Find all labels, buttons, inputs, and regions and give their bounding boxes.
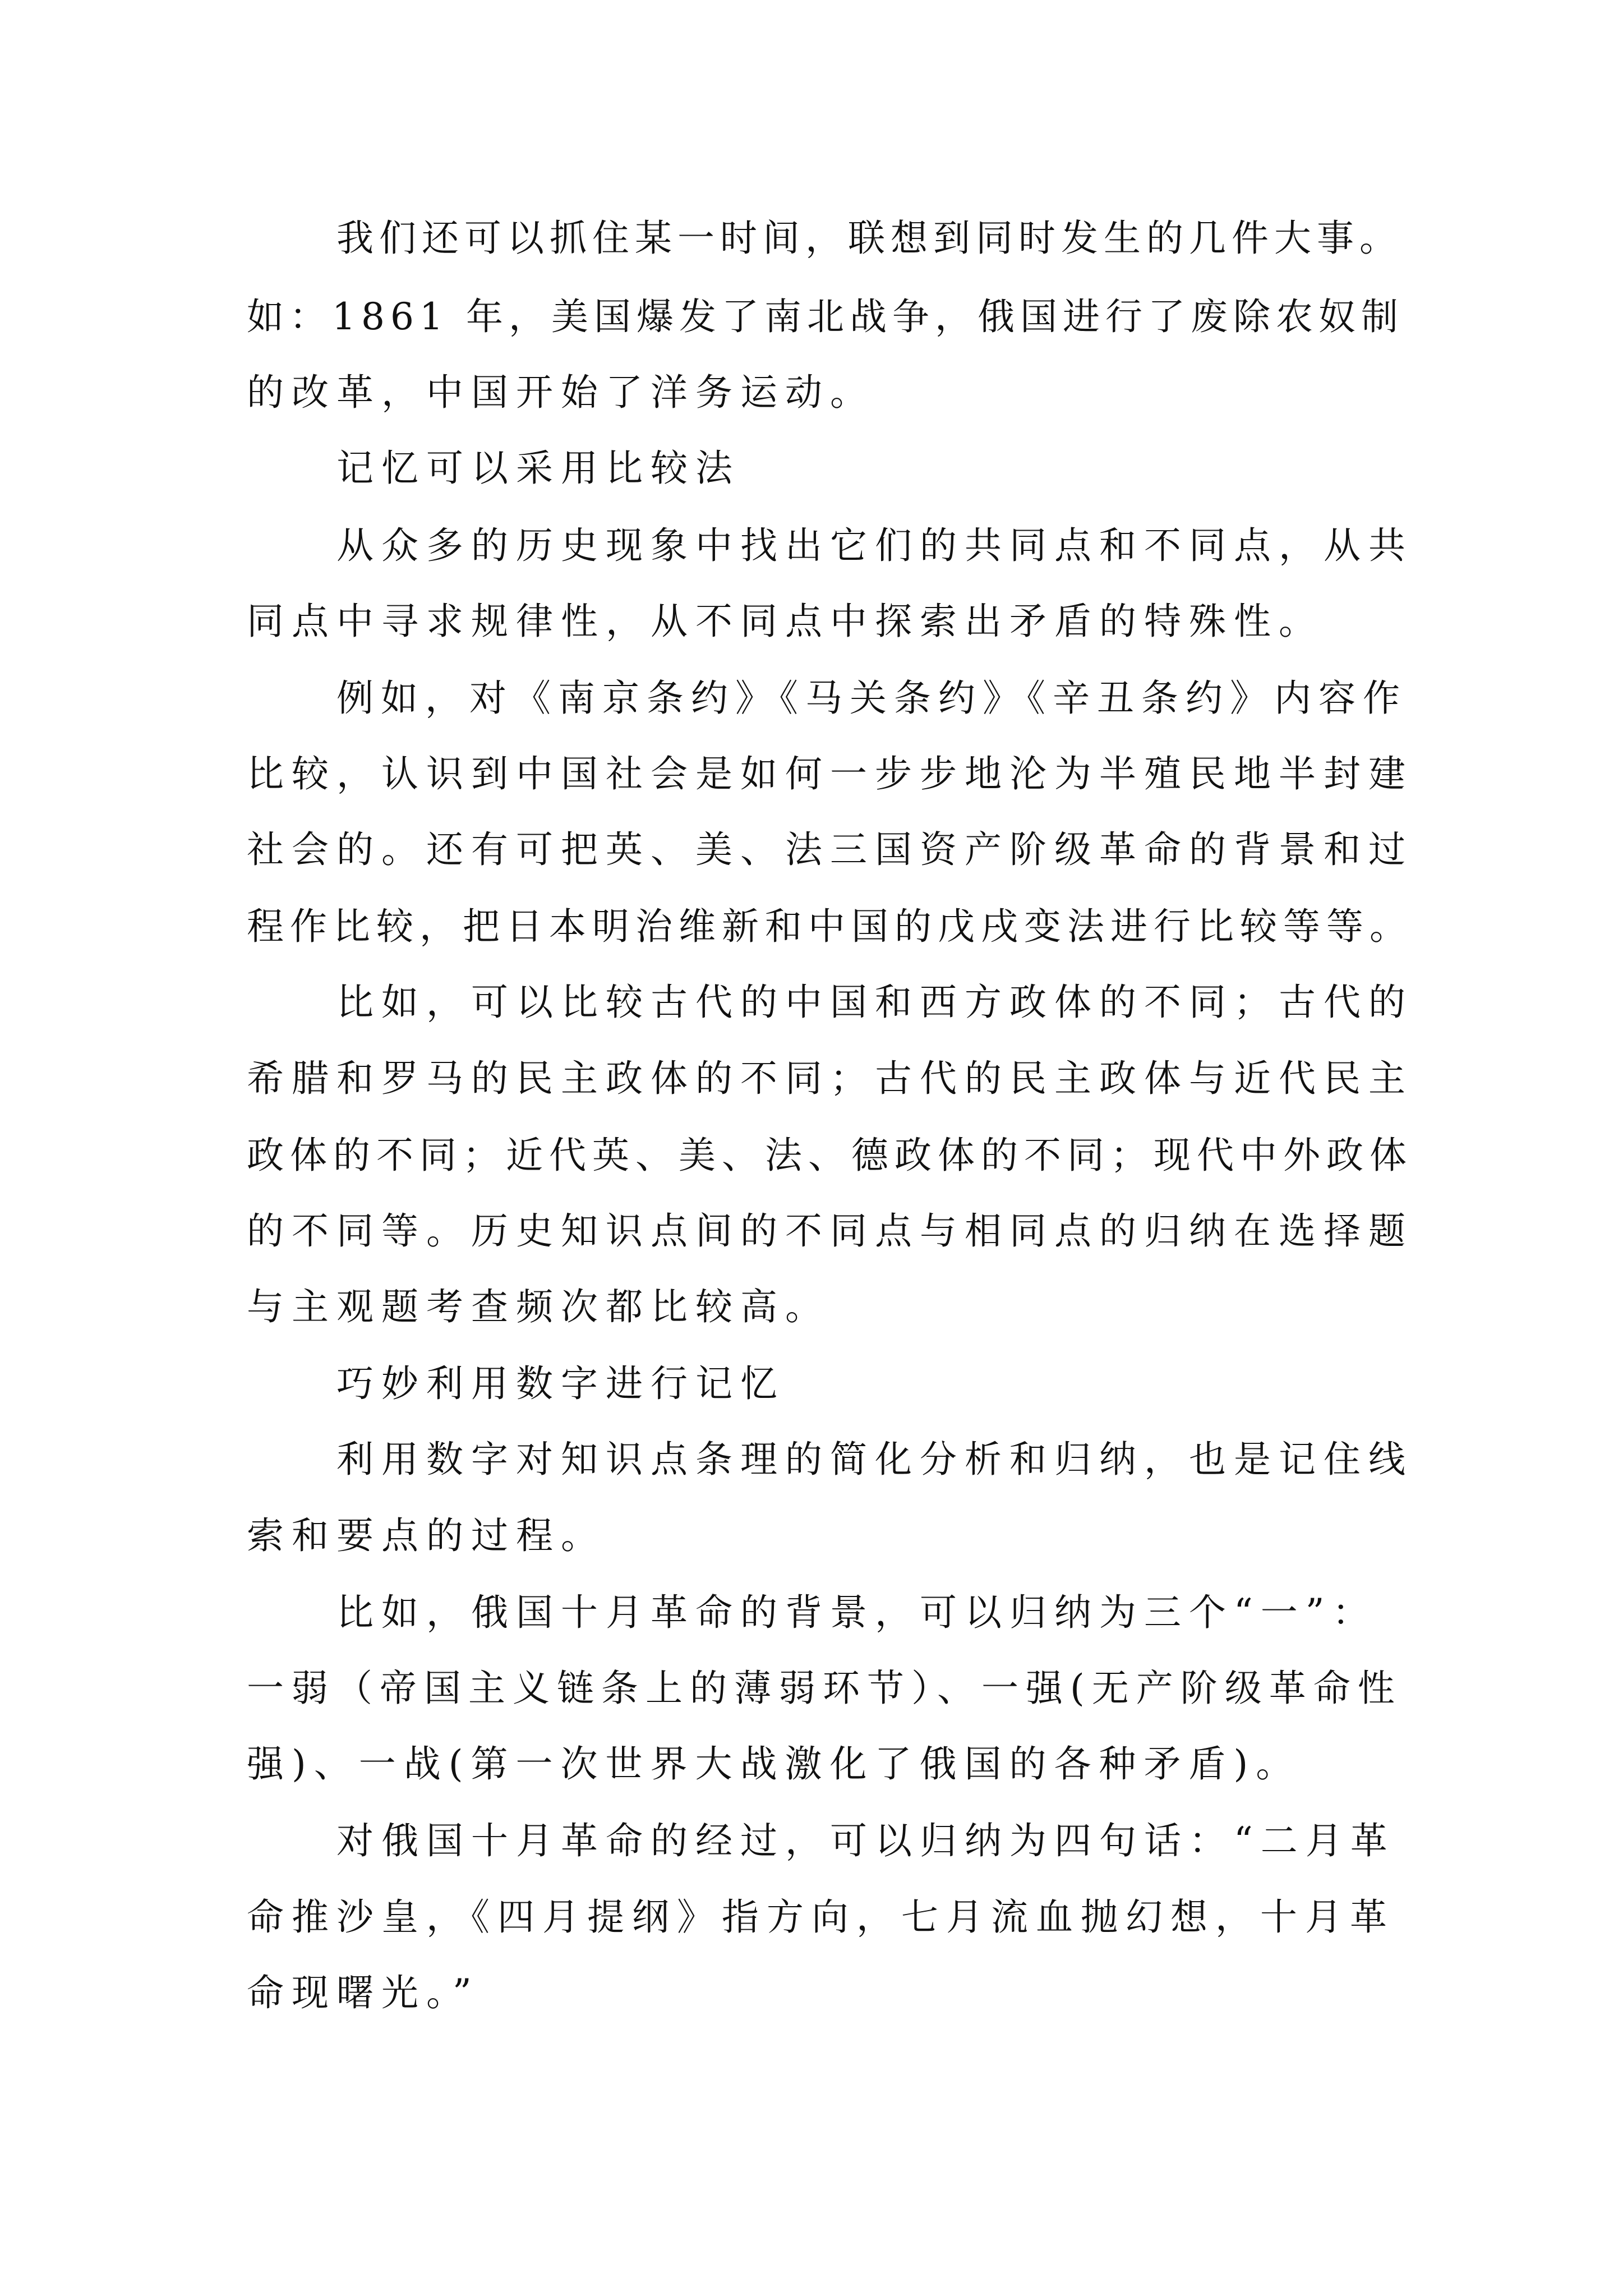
text-line: 命推沙皇，《四月提纲》指方向，七月流血抛幻想，十月革 — [247, 1895, 1395, 1939]
text-line: 政体的不同；近代英、美、法、德政体的不同；现代中外政体 — [247, 1134, 1413, 1177]
text-line: 程作比较，把日本明治维新和中国的戊戌变法进行比较等等。 — [247, 905, 1413, 948]
text-line: 社会的。还有可把英、美、法三国资产阶级革命的背景和过 — [247, 828, 1413, 871]
text-line: 对俄国十月革命的经过，可以归纳为四句话：“二月革 — [336, 1819, 1395, 1862]
text-line: 与主观题考查频次都比较高。 — [247, 1285, 830, 1328]
text-line: 例如，对《南京条约》《马关条约》《辛丑条约》内容作 — [336, 677, 1407, 720]
text-line: 比如，可以比较古代的中国和西方政体的不同；古代的 — [336, 981, 1413, 1024]
text-line: 从众多的历史现象中找出它们的共同点和不同点，从共 — [336, 524, 1413, 567]
text-line: 强)、一战(第一次世界大战激化了俄国的各种矛盾)。 — [247, 1742, 1301, 1786]
text-line: 比较，认识到中国社会是如何一步步地沦为半殖民地半封建 — [247, 752, 1413, 795]
text-line: 的不同等。历史知识点间的不同点与相同点的归纳在选择题 — [247, 1209, 1413, 1253]
text-line: 一弱（帝国主义链条上的薄弱环节）、一强(无产阶级革命性 — [247, 1667, 1402, 1710]
text-line: 我们还可以抓住某一时间，联想到同时发生的几件大事。 — [336, 217, 1402, 260]
text-line: 索和要点的过程。 — [247, 1514, 606, 1557]
section-heading: 记忆可以采用比较法 — [336, 447, 740, 490]
text-line: 的改革，中国开始了洋务运动。 — [247, 371, 875, 414]
text-line: 比如，俄国十月革命的背景，可以归纳为三个“一”： — [336, 1591, 1377, 1634]
text-line: 希腊和罗马的民主政体的不同；古代的民主政体与近代民主 — [247, 1057, 1413, 1100]
text-line: 如：1861 年，美国爆发了南北战争，俄国进行了废除农奴制 — [247, 295, 1404, 338]
text-line: 利用数字对知识点条理的简化分析和归纳，也是记住线 — [336, 1438, 1413, 1481]
text-line: 同点中寻求规律性，从不同点中探索出矛盾的特殊性。 — [247, 600, 1324, 643]
text-line: 命现曙光。” — [247, 1971, 479, 2014]
section-heading: 巧妙利用数字进行记忆 — [336, 1362, 785, 1405]
